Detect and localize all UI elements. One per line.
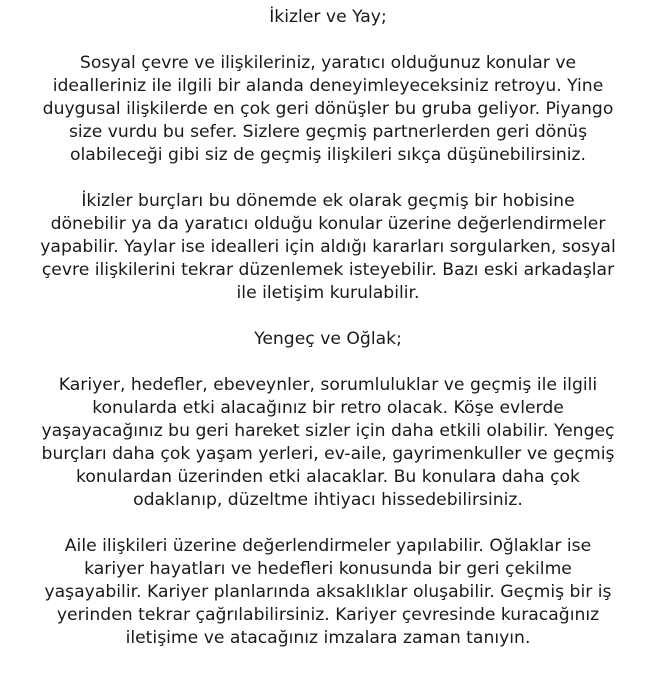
paragraph-yengec-oglak-1 — [0, 374, 656, 512]
spacer — [0, 29, 656, 52]
spacer — [0, 167, 656, 190]
text-line: kariyer hayatları ve hedefleri konusunda bir geri çekilme — [84, 559, 572, 579]
text-line: Aile ilişkileri üzerine değerlendirmeler yapılabilir. Oğlaklar ise — [64, 536, 592, 556]
text-line: Kariyer, hedefler, ebeveynler, sorumluluklar ve geçmiş ile ilgili — [58, 375, 598, 395]
text-line: yaşayacağınız bu geri hareket sizler için daha etkili olabilir. Yengeç — [41, 421, 615, 441]
text-line: Sosyal çevre ve ilişkileriniz, yaratıcı olduğunuz konular ve — [79, 53, 577, 73]
section-title-ikizler-yay: İkizler ve Yay; — [269, 7, 387, 27]
spacer — [0, 512, 656, 535]
paragraph-ikizler-yay-2 — [0, 190, 656, 305]
text-line: size vurdu bu sefer. Sizlere geçmiş partnerlerden geri dönüş — [68, 122, 588, 142]
text-line: olabileceği gibi siz de geçmiş ilişkileri sıkça düşünebilirsiniz. — [70, 145, 586, 165]
spacer — [0, 351, 656, 374]
text-line: odaklanıp, düzeltme ihtiyacı hissedebilirsiniz. — [133, 490, 523, 510]
text-line: yaşayabilir. Kariyer planlarında aksaklıklar oluşabilir. Geçmiş bir iş — [44, 582, 612, 602]
text-line: duygusal ilişkilerde en çok geri dönüşler bu gruba geliyor. Piyango — [42, 99, 614, 119]
paragraph-ikizler-yay-1 — [0, 52, 656, 167]
text-line: idealleriniz ile ilgili bir alanda deneyimleyeceksiniz retroyu. Yine — [52, 76, 604, 96]
section-title-yengec-oglak: Yengeç ve Oğlak; — [254, 329, 402, 349]
text-line: burçları daha çok yaşam yerleri, ev-aile, gayrimenkuller ve geçmiş — [41, 444, 615, 464]
text-line: ile iletişim kurulabilir. — [236, 283, 420, 303]
paragraph-yengec-oglak-2 — [0, 535, 656, 650]
text-line: konulardan üzerinden etki alacaklar. Bu konulara daha çok — [76, 467, 580, 487]
text-line: yerinden tekrar çağrılabilirsiniz. Kariyer çevresinde kuracağınız — [56, 605, 600, 625]
text-line: iletişime ve atacağınız imzalara zaman tanıyın. — [125, 628, 531, 648]
text-line: dönebilir ya da yaratıcı olduğu konular üzerine değerlendirmeler — [50, 214, 606, 234]
text-line: yapabilir. Yaylar ise idealleri için aldığı kararları sorgularken, sosyal — [40, 237, 616, 257]
text-line: İkizler burçları bu dönemde ek olarak geçmiş bir hobisine — [81, 191, 575, 211]
text-line: çevre ilişkilerini tekrar düzenlemek isteyebilir. Bazı eski arkadaşlar — [41, 260, 615, 280]
text-line: konularda etki alacağınız bir retro olacak. Köşe evlerde — [92, 398, 564, 418]
spacer — [0, 305, 656, 328]
